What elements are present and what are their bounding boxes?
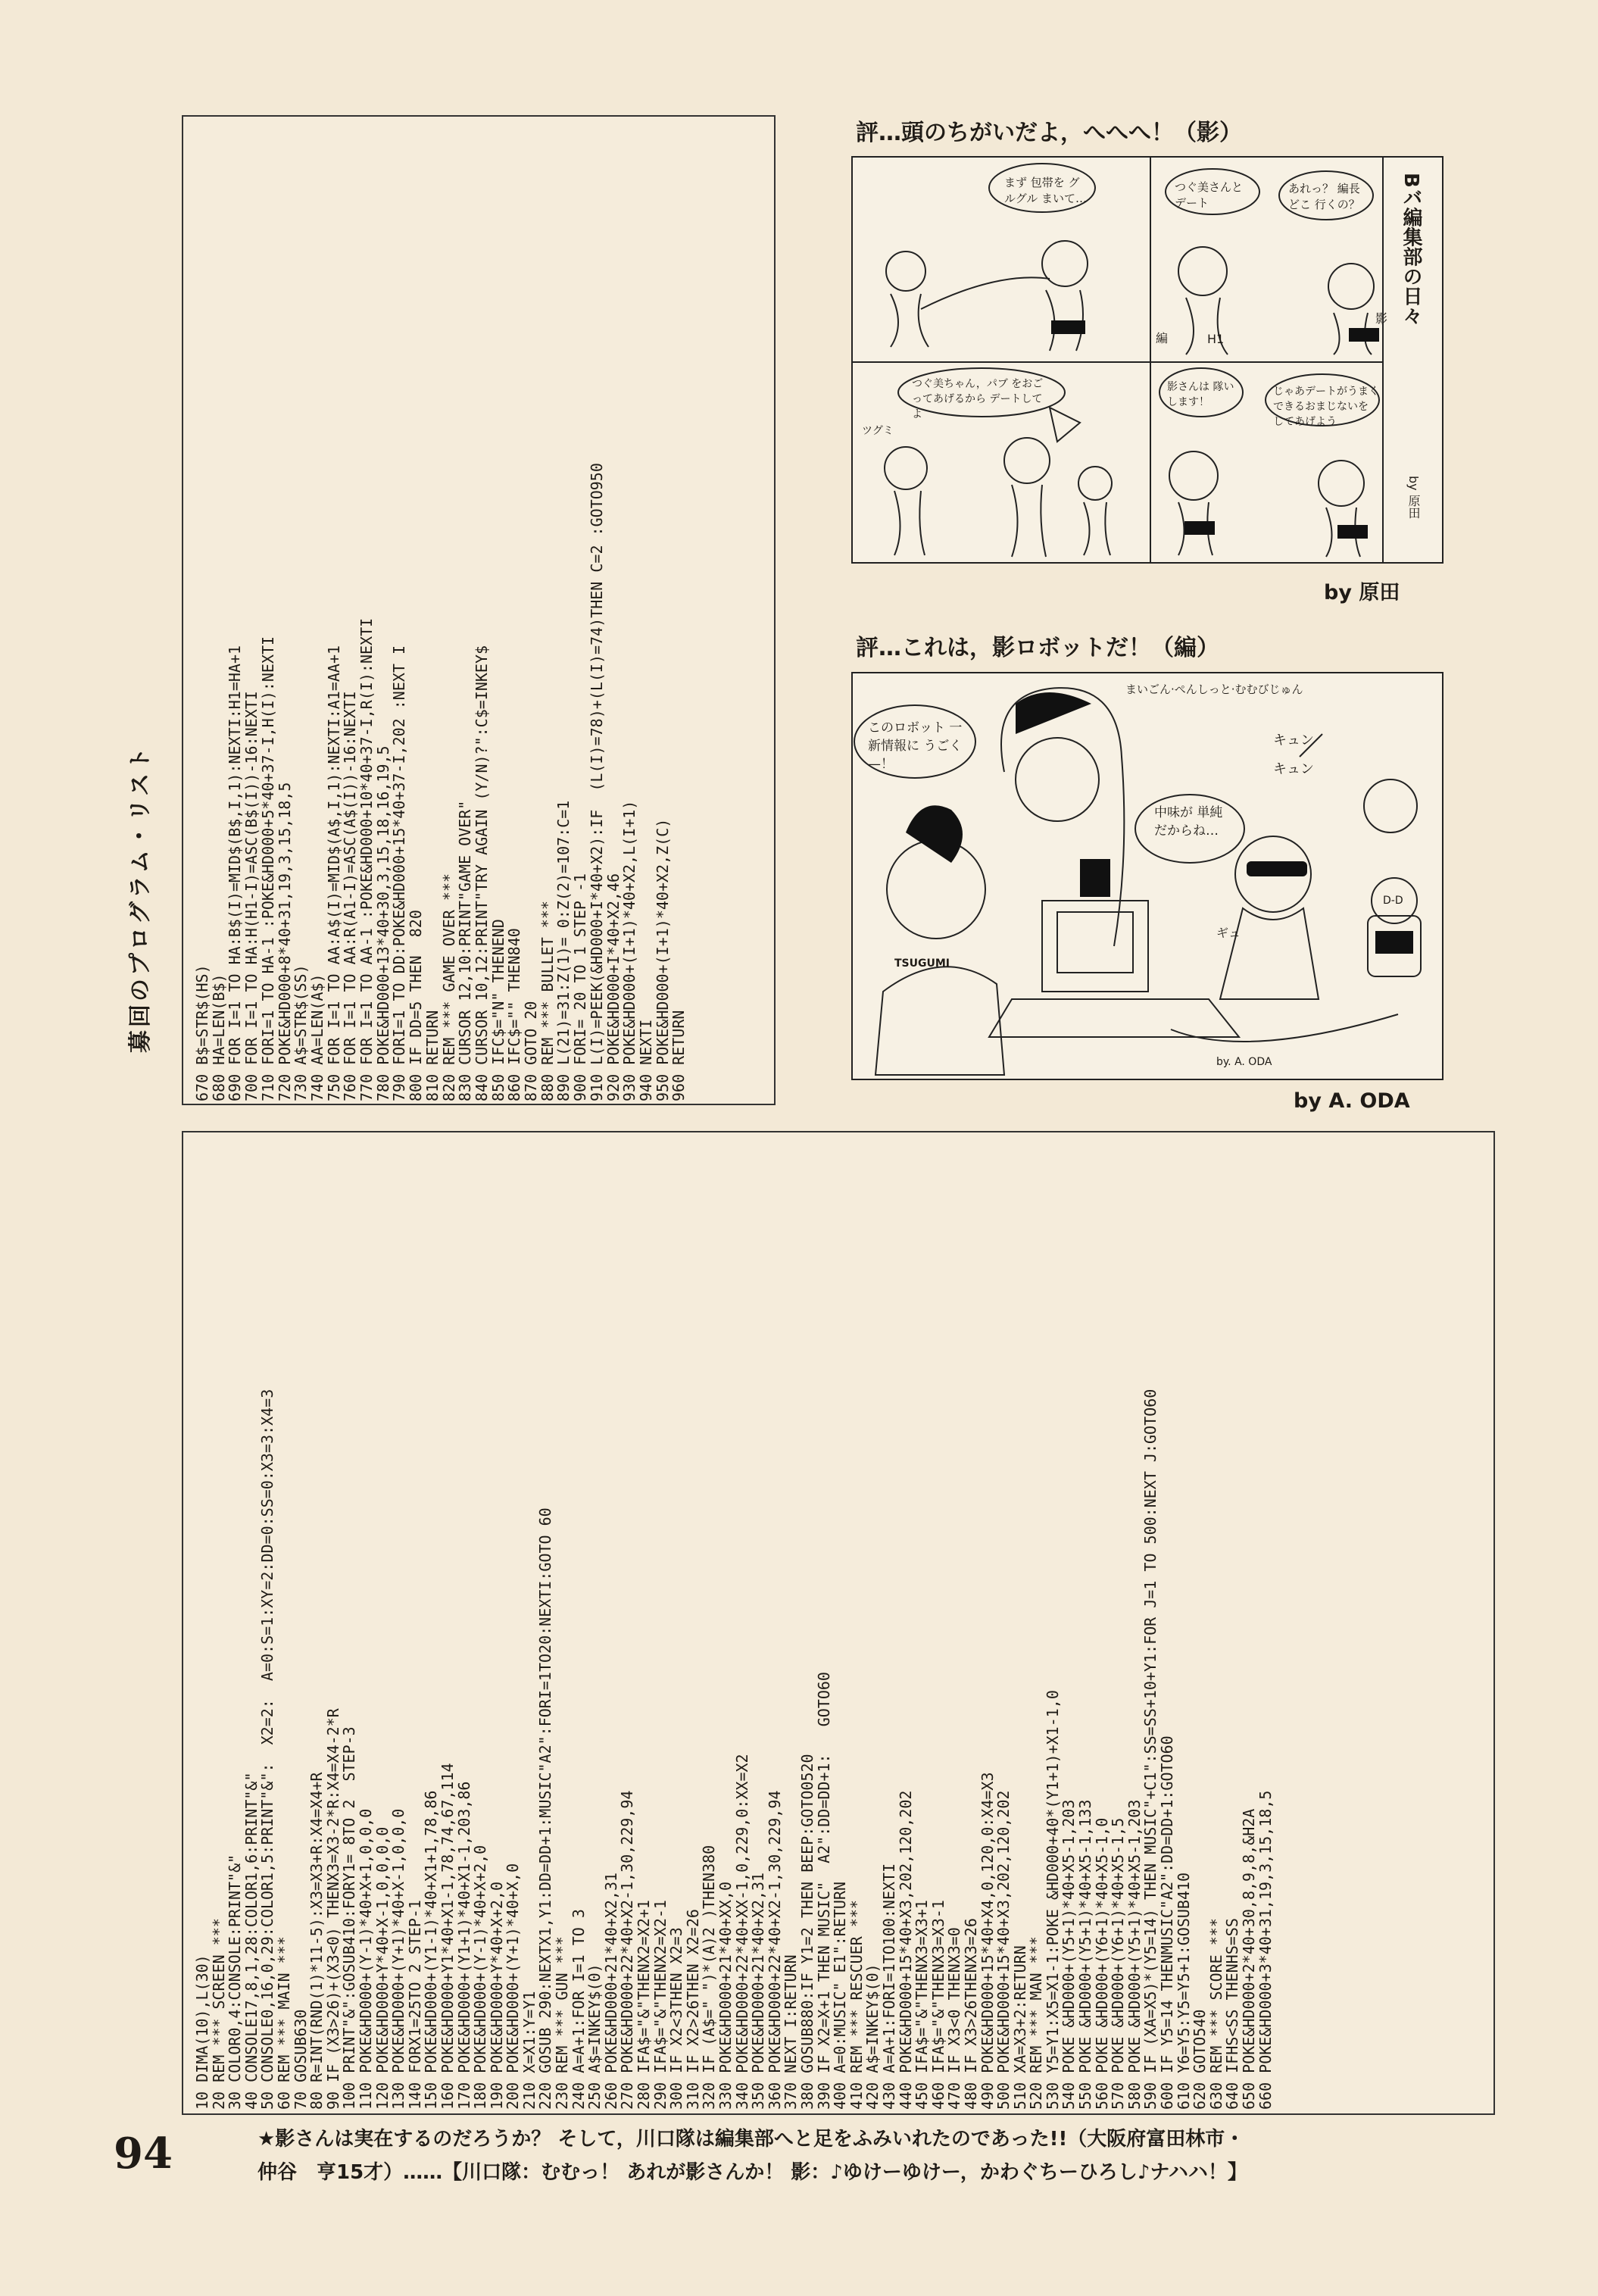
- comic-caption: 評…頭のちがいだよ，へへへ！（影）: [856, 120, 1242, 146]
- program-line: 160 POKE&HD000+Y1*40+X1-1,78,74,67,114: [438, 1763, 457, 2110]
- comic-label: TSUGUMI: [894, 957, 950, 970]
- program-line: 760 FOR I=1 TO AA:R(A1-I)=ASC(A$(I))-16:NEXTI: [341, 691, 360, 1101]
- program-line: 90 IF (X3>26)+(X3<0) THENX3=X3-2*R:X4=X4-2*R: [323, 1708, 342, 2110]
- comic-balloon-text: このロボット 一新情報に うごく—！: [868, 720, 963, 772]
- program-line: 640 IFHS<SS THENHS=SS: [1223, 1918, 1242, 2110]
- comic-drawing: [853, 158, 1442, 562]
- program-line: 680 HA=LEN(B$): [209, 973, 228, 1101]
- program-line: 520 REM *** MAN ***: [1027, 1936, 1046, 2110]
- comic-illustration-oda: [851, 672, 1444, 1080]
- program-line: 880 REM *** BULLET ***: [538, 901, 557, 1101]
- section-heading: 募回のプログラム・リスト: [127, 744, 154, 1053]
- program-line: 950 POKE&HD000+(I+1)*40+X2,Z(C): [653, 818, 672, 1101]
- program-line: 350 POKE&HD000+21*40+X2,31: [749, 1872, 768, 2110]
- reader-letter: [257, 2123, 1439, 2189]
- program-line: 720 POKE&HD000+8*40+31,19,3,15,18,5: [275, 782, 294, 1101]
- program-line: 410 REM *** RESCUER ***: [847, 1900, 866, 2110]
- program-line: 40 CONSOLE17,8,1,28:COLOR1,6:PRINT"&": [242, 1772, 261, 2110]
- program-line: 330 POKE&HD000+21*40+XX,0: [716, 1881, 735, 2110]
- program-listing-part2: [182, 115, 776, 1105]
- program-line: 840 CURSOR 10,12:PRINT"TRY AGAIN (Y/N)?":C$=INKEY$: [472, 645, 491, 1101]
- program-line: 560 POKE &HD000+(Y6+1)*40+X5-1,0: [1092, 1817, 1111, 2110]
- program-line: 30 COLOR0,4:CONSOLE:PRINT"&": [226, 1854, 245, 2110]
- comic-balloon-text: つぐ美ちゃん，パブ をおごってあげるから デートしてよ: [912, 378, 1044, 420]
- program-line: 380 GOSUB880:IF Y1=2 THEN BEEP:GOTO0520: [797, 1754, 816, 2110]
- program-line: 630 REM *** SCORE ***: [1206, 1918, 1225, 2110]
- program-line: 960 RETURN: [669, 1010, 688, 1101]
- program-line: 650 POKE&HD000+2*40+30,8,9,8,&H2A: [1240, 1808, 1258, 2110]
- program-line: 370 NEXT I:RETURN: [782, 1954, 801, 2110]
- program-line: 570 POKE &HD000+(Y6+1)*40+X5-1,5: [1109, 1817, 1128, 2110]
- program-line: 340 POKE&HD000+22*40+XX-1,0,229,0:XX=X2: [732, 1754, 751, 2110]
- comic-label: H1: [1207, 332, 1225, 346]
- program-line: 470 IF X3<0 THENX3=0: [945, 1927, 964, 2110]
- program-line: 180 POKE&HD000+(Y-1)*40+X+2,0: [471, 1845, 490, 2110]
- comic-balloon-text: キュンキュン: [1273, 733, 1314, 777]
- program-line: 780 POKE&HD000+13*40+30,3,15,18,16,19,5: [373, 745, 392, 1101]
- program-line: 740 AA=LEN(A$): [307, 973, 326, 1101]
- comic-balloon-text: ギュ: [1216, 926, 1241, 940]
- comic-balloon-text: 中味が 単純 だからね…: [1154, 805, 1223, 839]
- program-line: 280 IFA$="&"THENX2=X2+1: [635, 1900, 654, 2110]
- comic-balloon-text: まいごん·ぺんしっと·むむびじゅん: [1125, 683, 1303, 696]
- program-line: 750 FOR I=1 TO AA:A$(I)=MID$(A$,I,1):NEXTI:A1=AA+1: [324, 645, 343, 1101]
- program-line: 220 GOSUB 290:NEXTX1,Y1:DD=DD+1:MUSIC"A2":FORI=1TO20:NEXTI:GOTO 60: [536, 1507, 555, 2110]
- program-line: 700 FOR I=1 TO HA:H(H1-I)=ASC(B$(I))-16:NEXTI: [242, 691, 261, 1101]
- program-line: 310 IF X2>26THEN X2=26: [683, 1909, 702, 2110]
- program-line: 250 A$=INKEY$(0): [585, 1963, 604, 2110]
- program-line: 620 GOTO540: [1191, 2009, 1209, 2110]
- program-line: 540 POKE &HD000+(Y5+1)*40+X5-1,203: [1060, 1799, 1078, 2110]
- program-line: 50 CONSOLE0,16,0,29:COLOR1,5:PRINT"&": X2=2: A=0:S=1:XY=2:DD=0:SS=0:X3=3:X4=3: [258, 1389, 277, 2110]
- program-line: 230 REM *** GUN ***: [553, 1936, 572, 2110]
- program-line: 590 IF (XA=X5)*(Y5=14) THEN MUSIC"+C1":SS=SS+10+Y1:FOR J=1 TO 500:NEXT J:GOTO60: [1141, 1389, 1160, 2110]
- program-line: 80 R=INT(RND(1)*11-5):X3=X3+R:X4=X4+R: [307, 1772, 326, 2110]
- comic-side-credit: by 原田: [1406, 476, 1421, 519]
- program-line: 930 POKE&HD000+(I+1)*40+X2,L(I+1): [620, 800, 639, 1101]
- program-line: 420 A$=INKEY$(0): [863, 1963, 882, 2110]
- program-line: 60 REM *** MAIN ***: [274, 1936, 293, 2110]
- comic-label: 編: [1156, 331, 1169, 345]
- program-line: 260 POKE&HD000+21*40+X2,31: [601, 1872, 620, 2110]
- program-line: 910 L(I)=PEEK(&HD000+I*40+X2):IF (L(I)=78)+(L(I)=74)THEN C=2 :GOTO950: [587, 463, 606, 1101]
- program-line: 430 A=A+1:FORI=1TO100:NEXTI: [879, 1863, 898, 2110]
- reader-letter-line: ★影さんは実在するのだろうか？ そして，川口隊は編集部へと足をふみいれたのであった!!（大阪府富田林市・: [257, 2128, 1245, 2151]
- comic-balloon-text: 影さんは 隊いします！: [1167, 381, 1234, 408]
- program-line: 70 GOSUB630: [291, 2009, 310, 2110]
- program-line: 360 POKE&HD000+22*40+X2-1,30,229,94: [765, 1790, 784, 2110]
- listing-lines: [187, 143, 688, 1101]
- comic-balloon-text: あれっ？ 編長 どこ 行くの？: [1288, 182, 1360, 211]
- program-line: 940 NEXTI: [636, 1019, 655, 1101]
- program-line: 530 Y5=Y1:X5=X1-1:POKE &HD000+40*(Y1+1)+X1-1,0: [1043, 1690, 1062, 2110]
- program-line: 130 POKE&HD000+(Y+1)*40+X-1,0,0,0: [389, 1808, 408, 2110]
- program-line: 490 POKE&HD000+15*40+X4,0,120,0:X4=X3: [978, 1772, 997, 2110]
- listing-lines: [187, 1163, 1274, 2110]
- program-line: 580 POKE &HD000+(Y5+1)*40+X5-1,203: [1125, 1799, 1144, 2110]
- page-number: 94: [114, 2129, 173, 2179]
- program-line: 810 RETURN: [423, 1010, 442, 1101]
- program-line: 660 POKE&HD000+3*40+31,19,3,15,18,5: [1256, 1790, 1275, 2110]
- program-line: 170 POKE&HD000+(Y1+1)*40+X1-1,203,86: [454, 1781, 473, 2110]
- program-line: 460 IFA$="&"THENX3=X3-1: [929, 1900, 947, 2110]
- program-line: 860 IFC$="" THEN840: [505, 928, 524, 1101]
- program-line: 550 POKE &HD000+(Y5+1)*40+X5-1,133: [1076, 1799, 1095, 2110]
- program-line: 210 X=X1:Y=Y1: [520, 1991, 538, 2110]
- program-line: 600 IF Y5=14 THENMUSIC"A2":DD=DD+1:GOTO60: [1158, 1735, 1177, 2110]
- comic-label: 影: [1375, 311, 1388, 326]
- comic-balloon-text: まず 包帯を グルグル まいて…: [1004, 176, 1088, 205]
- program-line: 870 GOTO 20: [522, 1001, 541, 1101]
- program-line: 190 POKE&HD000+Y*40+X+2,0: [487, 1881, 506, 2110]
- comic-label: by. A. ODA: [1216, 1056, 1272, 1068]
- program-line: 300 IF X2<3THEN X2=3: [667, 1927, 686, 2110]
- program-line: 440 POKE&HD000+15*40+X3,202,120,202: [896, 1790, 915, 2110]
- program-line: 670 B$=STR$(HS): [193, 964, 211, 1101]
- program-line: 110 POKE&HD000+(Y-1)*40+X+1,0,0,0: [356, 1808, 375, 2110]
- program-line: 480 IF X3>26THENX3=26: [961, 1918, 980, 2110]
- program-line: 770 FOR I=1 TO AA-1 :POKE&HD000+10*40+37-I,R(I):NEXTI: [357, 617, 376, 1101]
- program-line: 290 IFA$="&"THENX2=X2-1: [651, 1900, 669, 2110]
- program-line: 900 FORI= 20 TO 1 STEP -1: [571, 873, 590, 1101]
- program-line: 400 A=0:MUSIC" E1":RETURN: [831, 1881, 850, 2110]
- program-line: 790 FORI=1 TO DD:POKE&HD000+15*40+37-I,202 :NEXT I: [390, 645, 409, 1101]
- program-line: 20 REM *** SCREEN ***: [209, 1918, 228, 2110]
- comic-label: D-D: [1383, 895, 1403, 907]
- comic-balloon-text: つぐ美さんと デート: [1175, 180, 1244, 210]
- program-line: 920 POKE&HD000+I*40+X2,46: [604, 873, 623, 1101]
- program-line: 270 POKE&HD000+22*40+X2-1,30,229,94: [618, 1790, 637, 2110]
- program-line: 140 FORX1=25TO 2 STEP-1: [405, 1900, 424, 2110]
- comic-balloon-text: じゃあデートがうまくできるおまじないを してあげよう: [1273, 386, 1379, 428]
- comic-credit: by A. ODA: [1294, 1089, 1410, 1113]
- program-line: 500 POKE&HD000+15*40+X3,202,120,202: [994, 1790, 1013, 2110]
- reader-letter-line: 仲谷 亨15才）……【川口隊：むむっ！ あれが影さんか！ 影：♪ゆけーゆけー，かわぐちーひろし♪ナハハ！】: [257, 2161, 1247, 2184]
- comic-caption: 評…これは，影ロボットだ！（編）: [856, 635, 1219, 661]
- comic-credit: by 原田: [1324, 581, 1400, 604]
- comic-label: ツグミ: [862, 425, 894, 437]
- program-line: 850 IFC$="N" THENEND: [488, 919, 507, 1101]
- comic-side-title: Bバ編集部の日々: [1400, 173, 1422, 326]
- program-line: 100 PRINT"&":GOSUB410:FORY1= 8TO 2 STEP-3: [340, 1726, 359, 2110]
- program-line: 890 L(21)=31:Z(1)= 0:Z(2)=107:C=1: [554, 800, 573, 1101]
- program-line: 10 DIMA(10),L(30): [193, 1954, 211, 2110]
- program-line: 710 FORI=1 TO HA-1 :POKE&HD000+5*40+37-I,H(I):NEXTI: [258, 636, 277, 1101]
- program-line: 320 IF (A$=" ")*(A)2 )THEN380: [700, 1845, 719, 2110]
- program-line: 150 POKE&HD000+(Y1-1)*40+X1+1,78,86: [422, 1790, 441, 2110]
- program-line: 120 POKE&HD000+Y*40+X-1,0,0,0,0: [373, 1826, 392, 2110]
- program-listing-part1: [182, 1131, 1495, 2115]
- program-line: 610 Y6=Y5:Y5=Y5+1:GOSUB410: [1174, 1872, 1193, 2110]
- program-line: 200 POKE&HD000+(Y+1)*40+X,0: [504, 1863, 523, 2110]
- program-line: 390 IF X2=X+1 THEN MUSIC" A2":DD=DD+1: GOTO60: [814, 1672, 833, 2110]
- program-line: 240 A=A+1:FOR I=1 TO 3: [569, 1909, 588, 2110]
- program-line: 820 REM *** GAME OVER ***: [439, 873, 458, 1101]
- program-line: 690 FOR I=1 TO HA:B$(I)=MID$(B$,I,1):NEXTI:H1=HA+1: [226, 645, 245, 1101]
- program-line: 730 A$=STR$(SS): [292, 964, 311, 1101]
- program-line: 510 XA=X3+2:RETURN: [1010, 1945, 1029, 2110]
- program-line: 450 IFA$="&"THENX3=X3+1: [913, 1900, 932, 2110]
- comic-strip-harada: [851, 156, 1444, 564]
- program-line: 830 CURSOR 12,10:PRINT"GAME OVER": [456, 800, 475, 1101]
- program-line: 800 IF DD=5 THEN 820: [407, 910, 426, 1101]
